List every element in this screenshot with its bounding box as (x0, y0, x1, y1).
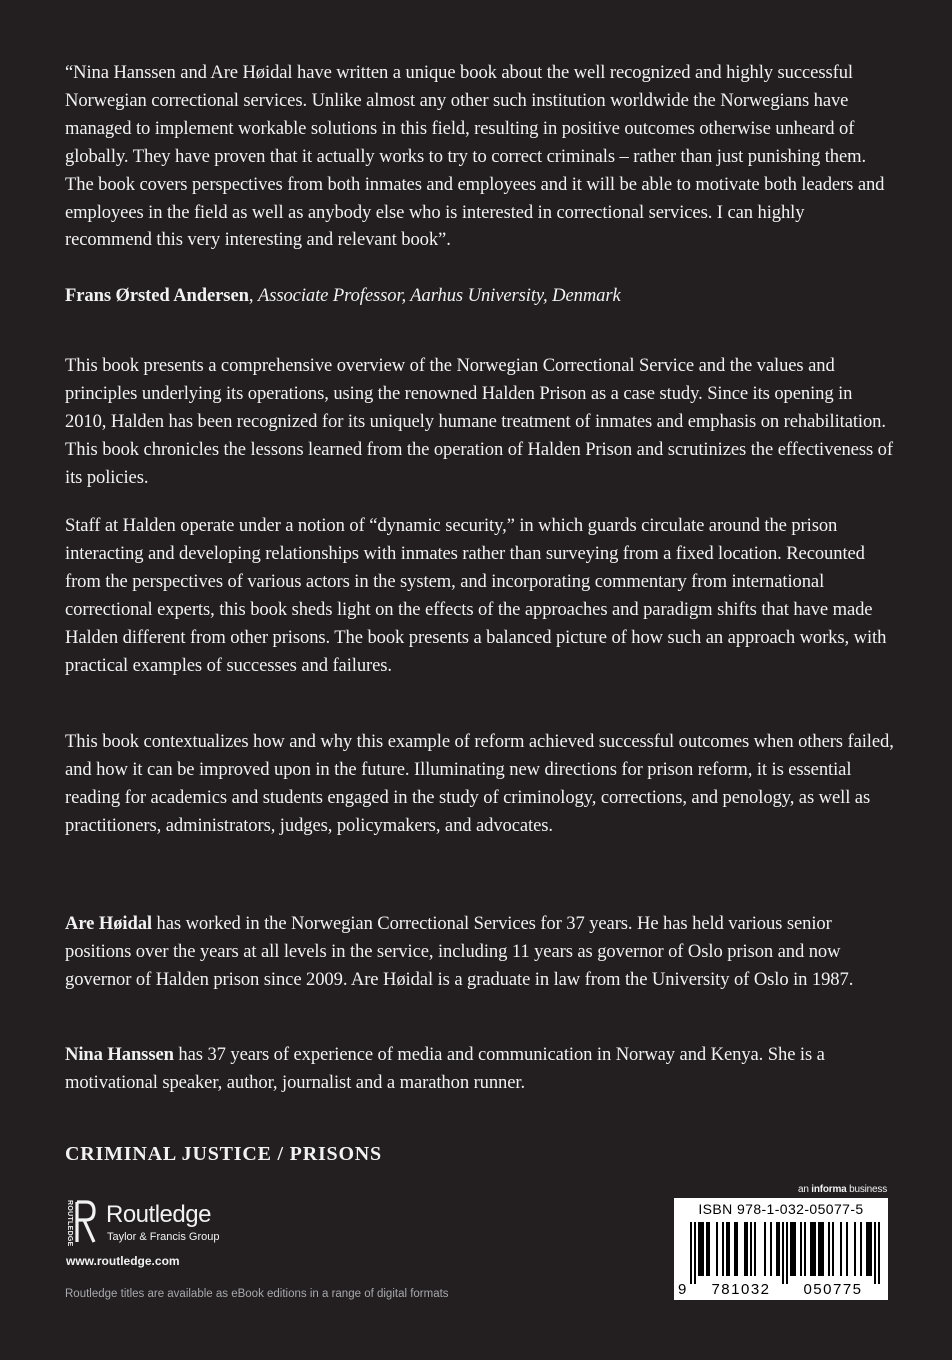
publisher-website: www.routledge.com (66, 1254, 180, 1268)
barcode-bar (776, 1222, 778, 1276)
barcode-bar (716, 1222, 718, 1276)
isbn-label: ISBN 978-1-032-05077-5 (698, 1201, 864, 1217)
attribution-separator: , (248, 285, 258, 306)
routledge-r-icon (66, 1198, 96, 1246)
barcode-bar (786, 1222, 788, 1284)
barcode-left-digits: 781032 (711, 1281, 771, 1298)
barcode-bar (694, 1222, 696, 1284)
routledge-logo (66, 1198, 266, 1248)
barcode-bar (866, 1222, 868, 1276)
publisher-name: Routledge (106, 1201, 211, 1228)
description-paragraph-1: This book presents a comprehensive overview of the Norwegian Correctional Service and the values and principles underlying its operations, using the renowned Halden Prison as a case study. Since its opening in 2010, Halden has been recognized for its uniquely humane treatment of inmates and emphasis on rehabilitation. This book chronicles the lessons learned from the operation of Halden Prison and scrutinizes the effectiveness of its policies. (65, 355, 893, 488)
barcode-bar (874, 1222, 876, 1284)
barcode-bar (820, 1222, 822, 1276)
barcode-bar (790, 1222, 792, 1276)
subject-category: CRIMINAL JUSTICE / PRISONS (65, 1143, 382, 1165)
barcode-bar (778, 1222, 780, 1276)
barcode-icon (674, 1198, 888, 1300)
barcode-bar (726, 1222, 728, 1276)
barcode-bar (734, 1222, 736, 1276)
barcode-lead-digit: 9 (678, 1281, 687, 1298)
barcode-bar (746, 1222, 748, 1276)
barcode-bar (840, 1222, 842, 1276)
description-paragraph-2: Staff at Halden operate under a notion of “dynamic security,” in which guards circulate around the prison interacting and developing relationships with inmates rather than surveying from a fixed location. Recounted from the perspectives of various actors in the system, and incorporating commentary from international correctional experts, this book sheds light on the effects of the approaches and paradigm shifts that have made Halden different from other prisons. The book presents a balanced picture of how such an approach works, with practical examples of successes and failures. (65, 515, 887, 676)
quote-text: “Nina Hanssen and Are Høidal have written a unique book about the well recognized and highly successful Norwegian correctional services. Unlike almost any other such institution worldwide the Norwegians have managed to implement workable solutions in this field, resulting in positive outcomes otherwise unheard of globally. They have proven that it actually works to try to correct criminals – rather than just punishing them. The book covers perspectives from both inmates and employees and it will be able to motivate both leaders and employees in the field as well as anybody else who is interested in correctional services. I can highly recommend this very interesting and relevant book”. (65, 62, 885, 251)
barcode-right-digits: 050775 (803, 1281, 863, 1298)
barcode-bar (812, 1222, 814, 1276)
barcode-bar (868, 1222, 870, 1276)
barcode-bar (698, 1222, 700, 1276)
barcode-bar (792, 1222, 794, 1276)
barcode-bar (764, 1222, 766, 1276)
author-bio-2 (65, 1041, 895, 1097)
author-bio-text: has worked in the Norwegian Correctional Services for 37 years. He has held various senior positions over the years at all levels in the service, including 11 years as governor of Oslo prison and now governor of Halden prison since 2009. Are Høidal is a graduate in law from the University of Oslo in 1987. (65, 913, 854, 990)
attribution-name: Frans Ørsted Andersen (65, 285, 249, 306)
logo-vertical-wordmark: ROUTLEDGE (66, 1200, 73, 1247)
barcode-bar (832, 1222, 834, 1276)
author-bio-1 (65, 910, 895, 994)
endorsement-quote (65, 59, 895, 254)
attribution-role: Associate Professor, Aarhus University, Denmark (257, 285, 621, 306)
barcode-bar (814, 1222, 816, 1276)
barcode-bar (846, 1222, 848, 1276)
barcode-bar (828, 1222, 830, 1276)
informa-tagline: an informa business (797, 1184, 887, 1195)
barcode-bar (750, 1222, 752, 1276)
endorsement-attribution (65, 282, 895, 310)
barcode-bar (722, 1222, 724, 1276)
barcode-bar (794, 1222, 796, 1276)
barcode-bar (708, 1222, 710, 1276)
barcode-bar (782, 1222, 784, 1284)
barcode-bar (804, 1222, 806, 1276)
isbn-barcode (674, 1198, 888, 1300)
barcode-bar (700, 1222, 702, 1276)
barcode-bar (822, 1222, 824, 1276)
barcode-bar (854, 1222, 856, 1276)
author-name: Nina Hanssen (65, 1044, 174, 1065)
ebook-note: Routledge titles are available as eBook editions in a range of digital formats (65, 1288, 449, 1300)
description-paragraph-3: This book contextualizes how and why this example of reform achieved successful outcomes when others failed, and how it can be improved upon in the future. Illuminating new directions for prison reform, it is essential reading for academics and students engaged in the study of criminology, corrections, and penology, as well as practitioners, administrators, judges, policymakers, and advocates. (65, 731, 894, 836)
barcode-bar (870, 1222, 872, 1276)
author-name: Are Høidal (65, 913, 152, 934)
barcode-bar (818, 1222, 820, 1276)
barcode-bar (728, 1222, 730, 1276)
barcode-bar (706, 1222, 708, 1276)
barcode-bar (754, 1222, 756, 1276)
barcode-bar (690, 1222, 692, 1284)
publisher-group: Taylor & Francis Group (107, 1231, 220, 1243)
barcode-bar (770, 1222, 772, 1276)
barcode-bar (736, 1222, 738, 1276)
author-bio-text: has 37 years of experience of media and communication in Norway and Kenya. She is a motivational speaker, author, journalist and a marathon runner. (65, 1044, 825, 1093)
barcode-bar (810, 1222, 812, 1276)
barcode-bar (860, 1222, 862, 1276)
barcode-bar (878, 1222, 880, 1284)
barcode-bar (744, 1222, 746, 1276)
barcode-bar (702, 1222, 704, 1276)
barcode-bar (800, 1222, 802, 1276)
